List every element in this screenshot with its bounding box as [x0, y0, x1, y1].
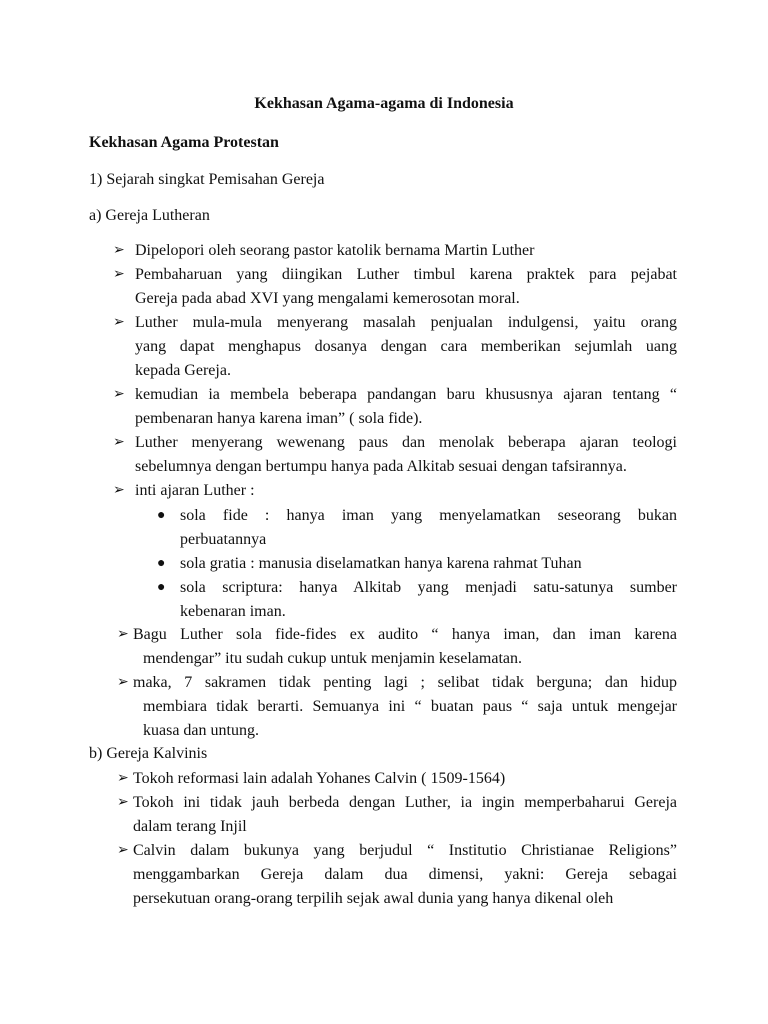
arrow-bullet-icon: ➢	[113, 243, 125, 258]
arrow-bullet-icon: ➢	[117, 795, 129, 810]
lutheran-point-2-line: mendengar” itu sudah cukup untuk menjamin keselamatan.	[143, 650, 522, 667]
sola-item-line: sola scriptura: hanya Alkitab yang menjadi satu-satunya sumber	[180, 579, 677, 596]
dot-bullet-icon: ●	[157, 508, 166, 523]
calvin-point-line: dalam terang Injil	[133, 818, 247, 835]
sola-item-line: perbuatannya	[180, 531, 267, 548]
arrow-bullet-icon: ➢	[113, 315, 125, 330]
sola-item-line: kebenaran iman.	[180, 603, 286, 620]
arrow-bullet-icon: ➢	[113, 267, 125, 282]
arrow-bullet-icon: ➢	[113, 387, 125, 402]
arrow-bullet-icon: ➢	[117, 771, 129, 786]
lutheran-point-line: kemudian ia membela beberapa pandangan baru khususnya ajaran tentang “	[135, 386, 677, 403]
arrow-bullet-icon: ➢	[113, 483, 125, 498]
lutheran-point-line: Gereja pada abad XVI yang mengalami kemerosotan moral.	[135, 290, 520, 307]
lutheran-point-line: Luther menyerang wewenang paus dan menolak beberapa ajaran teologi	[135, 434, 677, 451]
arrow-bullet-icon: ➢	[117, 843, 129, 858]
calvin-point-line: Tokoh reformasi lain adalah Yohanes Calvin ( 1509-1564)	[133, 770, 506, 787]
lutheran-point-2-line: membiara tidak berarti. Semuanya ini “ buatan paus “ saja untuk mengejar	[143, 698, 677, 715]
dot-bullet-icon: ●	[157, 580, 166, 595]
lutheran-point-line: sebelumnya dengan bertumpu hanya pada Alkitab sesuai dengan tafsirannya.	[135, 458, 627, 475]
lutheran-point-2-line: Bagu Luther sola fide-fides ex audito “ hanya iman, dan iman karena	[133, 626, 677, 643]
part-a-heading: a) Gereja Lutheran	[89, 207, 210, 224]
calvin-point-line: Tokoh ini tidak jauh berbeda dengan Luther, ia ingin memperbaharui Gereja	[133, 794, 677, 811]
lutheran-point-line: inti ajaran Luther :	[135, 482, 255, 499]
lutheran-point-2-line: maka, 7 sakramen tidak penting lagi ; selibat tidak berguna; dan hidup	[133, 674, 677, 691]
calvin-point-line: persekutuan orang-orang terpilih sejak awal dunia yang hanya dikenal oleh	[133, 890, 614, 907]
lutheran-point-2-line: kuasa dan untung.	[143, 722, 259, 739]
sola-item-line: sola fide : hanya iman yang menyelamatkan seseorang bukan	[180, 507, 677, 524]
arrow-bullet-icon: ➢	[117, 675, 129, 690]
arrow-bullet-icon: ➢	[117, 627, 129, 642]
sola-item-line: sola gratia : manusia diselamatkan hanya karena rahmat Tuhan	[180, 555, 582, 572]
arrow-bullet-icon: ➢	[113, 435, 125, 450]
calvin-point-line: menggambarkan Gereja dalam dua dimensi, yakni: Gereja sebagai	[133, 866, 677, 883]
lutheran-point-line: Pembaharuan yang diingikan Luther timbul karena praktek para pejabat	[135, 266, 677, 283]
section-heading: Kekhasan Agama Protestan	[89, 134, 279, 151]
lutheran-point-line: Luther mula-mula menyerang masalah penjualan indulgensi, yaitu orang	[135, 314, 677, 331]
lutheran-point-line: yang dapat menghapus dosanya dengan cara memberikan sejumlah uang	[135, 338, 677, 355]
calvin-point-line: Calvin dalam bukunya yang berjudul “ Institutio Christianae Religions”	[133, 842, 677, 859]
subsection-heading: 1) Sejarah singkat Pemisahan Gereja	[89, 171, 325, 188]
part-b-heading: b) Gereja Kalvinis	[89, 745, 208, 762]
lutheran-point-line: pembenaran hanya karena iman” ( sola fide).	[135, 410, 423, 427]
document-title: Kekhasan Agama-agama di Indonesia	[254, 95, 514, 112]
lutheran-point-line: kepada Gereja.	[135, 362, 231, 379]
dot-bullet-icon: ●	[157, 556, 166, 571]
lutheran-point-line: Dipelopori oleh seorang pastor katolik bernama Martin Luther	[135, 242, 535, 259]
